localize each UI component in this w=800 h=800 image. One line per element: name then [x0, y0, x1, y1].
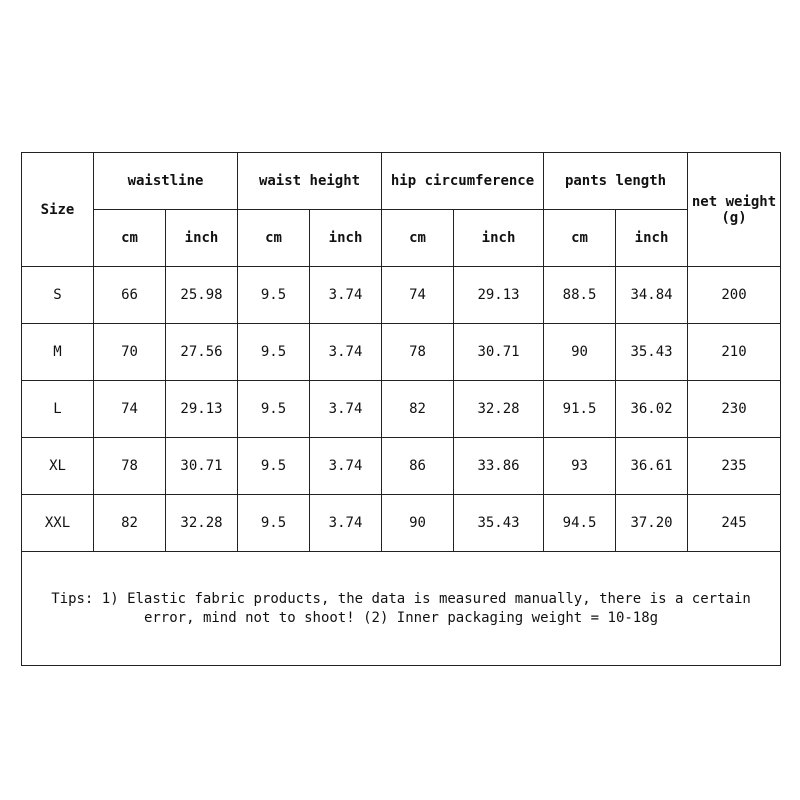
cell-waist-height-inch: 3.74	[310, 324, 382, 381]
cell-pants-length-cm: 94.5	[544, 495, 616, 552]
cell-pants-length-cm: 88.5	[544, 267, 616, 324]
cell-hip-cm: 74	[382, 267, 454, 324]
cell-waistline-inch: 32.28	[166, 495, 238, 552]
cell-pants-length-cm: 91.5	[544, 381, 616, 438]
unit-inch: inch	[616, 210, 688, 267]
cell-size: S	[22, 267, 94, 324]
unit-cm: cm	[544, 210, 616, 267]
cell-waist-height-inch: 3.74	[310, 381, 382, 438]
cell-hip-cm: 82	[382, 381, 454, 438]
size-chart-table	[21, 152, 781, 666]
cell-waistline-cm: 74	[94, 381, 166, 438]
unit-cm: cm	[238, 210, 310, 267]
cell-waist-height-cm: 9.5	[238, 324, 310, 381]
table-row	[22, 381, 781, 438]
cell-hip-cm: 90	[382, 495, 454, 552]
cell-waist-height-inch: 3.74	[310, 495, 382, 552]
table-row	[22, 267, 781, 324]
cell-pants-length-cm: 90	[544, 324, 616, 381]
cell-waistline-inch: 30.71	[166, 438, 238, 495]
cell-hip-inch: 29.13	[454, 267, 544, 324]
table-row	[22, 324, 781, 381]
cell-waistline-cm: 70	[94, 324, 166, 381]
cell-waist-height-inch: 3.74	[310, 438, 382, 495]
cell-pants-length-inch: 34.84	[616, 267, 688, 324]
cell-net-weight: 230	[688, 381, 781, 438]
cell-hip-inch: 30.71	[454, 324, 544, 381]
header-row-units	[22, 210, 781, 267]
cell-size: XL	[22, 438, 94, 495]
cell-waist-height-cm: 9.5	[238, 381, 310, 438]
cell-waistline-cm: 78	[94, 438, 166, 495]
table-row	[22, 495, 781, 552]
cell-pants-length-inch: 37.20	[616, 495, 688, 552]
header-net-weight: net weight (g)	[688, 153, 781, 267]
header-waist-height: waist height	[238, 153, 382, 210]
cell-size: M	[22, 324, 94, 381]
cell-waist-height-inch: 3.74	[310, 267, 382, 324]
cell-waist-height-cm: 9.5	[238, 438, 310, 495]
cell-net-weight: 235	[688, 438, 781, 495]
cell-pants-length-cm: 93	[544, 438, 616, 495]
cell-waist-height-cm: 9.5	[238, 267, 310, 324]
cell-net-weight: 200	[688, 267, 781, 324]
unit-inch: inch	[166, 210, 238, 267]
header-pants-length: pants length	[544, 153, 688, 210]
header-waistline: waistline	[94, 153, 238, 210]
cell-waist-height-cm: 9.5	[238, 495, 310, 552]
cell-waistline-inch: 27.56	[166, 324, 238, 381]
unit-cm: cm	[382, 210, 454, 267]
cell-hip-cm: 86	[382, 438, 454, 495]
unit-inch: inch	[310, 210, 382, 267]
cell-waistline-inch: 29.13	[166, 381, 238, 438]
cell-hip-inch: 35.43	[454, 495, 544, 552]
cell-pants-length-inch: 36.02	[616, 381, 688, 438]
cell-net-weight: 245	[688, 495, 781, 552]
cell-waistline-cm: 66	[94, 267, 166, 324]
header-row-groups	[22, 153, 781, 210]
cell-waistline-cm: 82	[94, 495, 166, 552]
cell-size: L	[22, 381, 94, 438]
cell-hip-cm: 78	[382, 324, 454, 381]
tips-row	[22, 552, 781, 666]
unit-cm: cm	[94, 210, 166, 267]
tips-text: Tips: 1) Elastic fabric products, the data is measured manually, there is a certain error, mind not to shoot! (2) Inner packaging weight = 10-18g	[22, 552, 781, 666]
header-size: Size	[22, 153, 94, 267]
table-row	[22, 438, 781, 495]
header-hip-circumference: hip circumference	[382, 153, 544, 210]
unit-inch: inch	[454, 210, 544, 267]
cell-hip-inch: 33.86	[454, 438, 544, 495]
cell-hip-inch: 32.28	[454, 381, 544, 438]
cell-net-weight: 210	[688, 324, 781, 381]
cell-pants-length-inch: 35.43	[616, 324, 688, 381]
cell-size: XXL	[22, 495, 94, 552]
cell-waistline-inch: 25.98	[166, 267, 238, 324]
cell-pants-length-inch: 36.61	[616, 438, 688, 495]
